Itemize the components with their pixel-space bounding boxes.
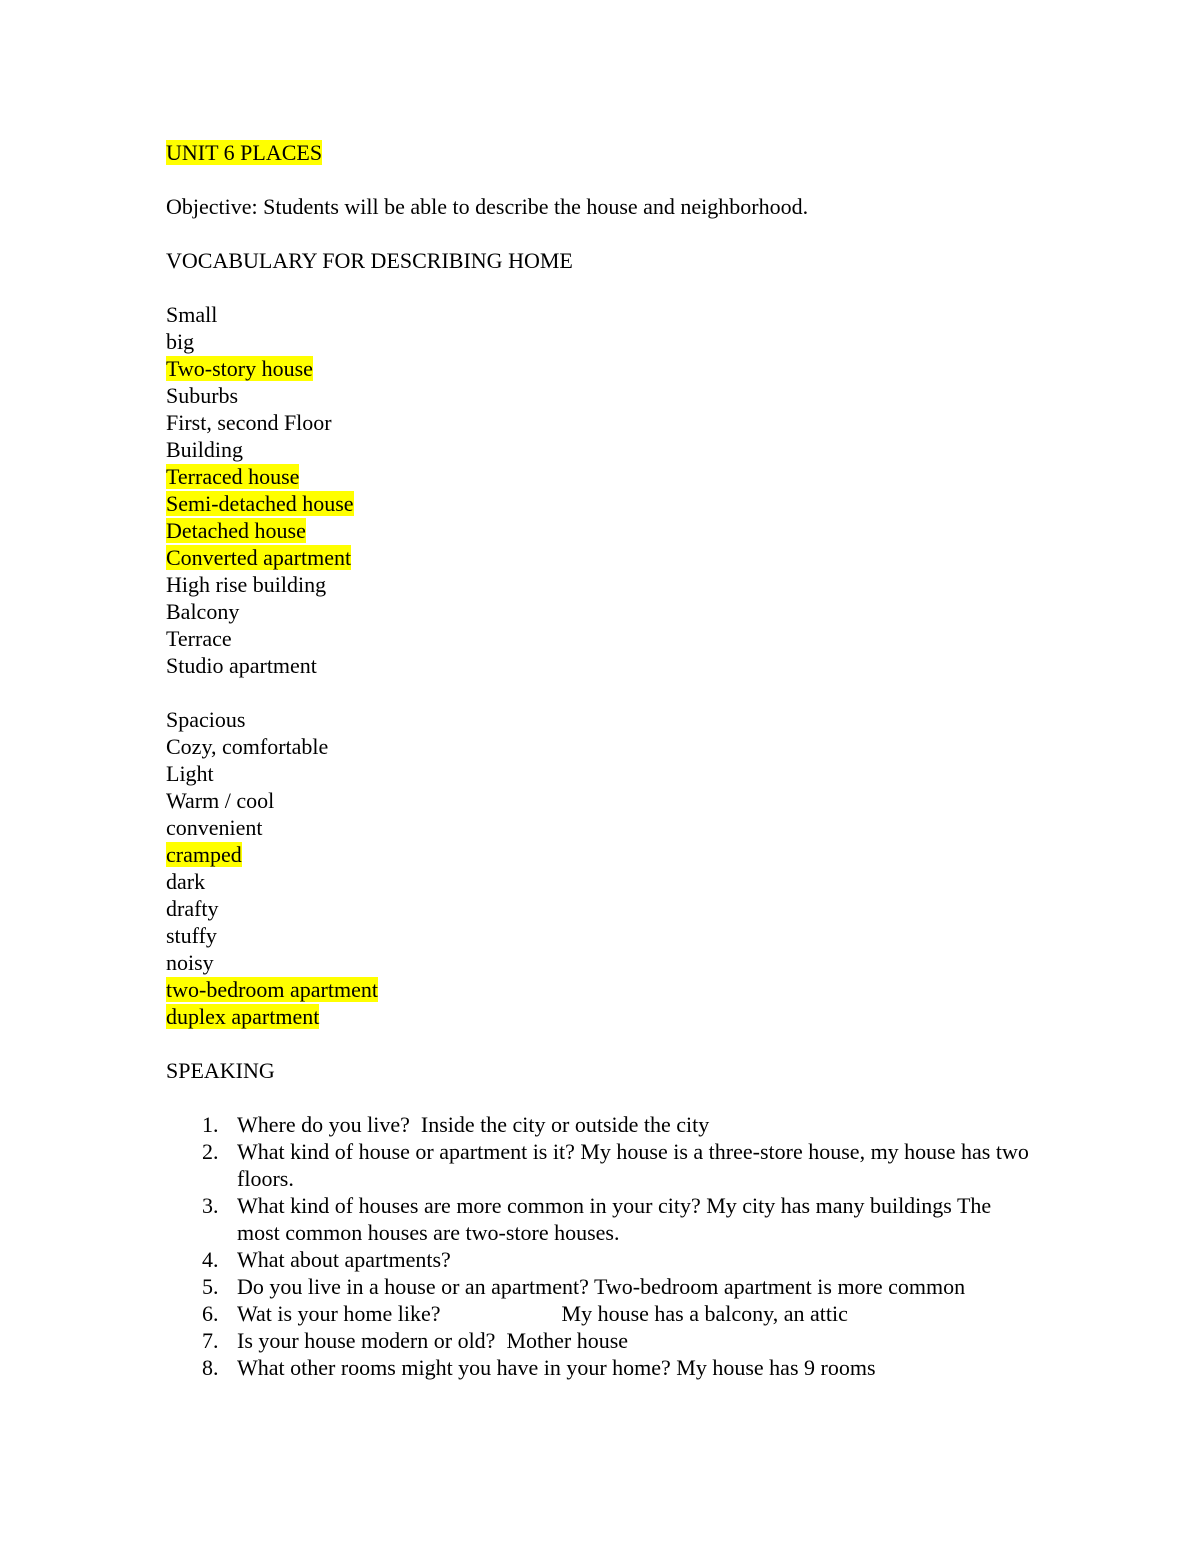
vocabulary-item: [166, 868, 1066, 895]
vocabulary-list-2: [166, 706, 1066, 1030]
vocabulary-word: Studio apartment: [166, 653, 317, 678]
question-number: 2.: [202, 1139, 219, 1164]
question-number: 5.: [202, 1274, 219, 1299]
vocabulary-word: First, second Floor: [166, 410, 332, 435]
vocabulary-word: duplex apartment: [166, 1004, 320, 1029]
question-text: What about apartments?: [237, 1247, 451, 1272]
vocabulary-word: Light: [166, 761, 214, 786]
vocabulary-item: [166, 490, 1066, 517]
speaking-question: [166, 1246, 1066, 1273]
question-number: 4.: [202, 1247, 219, 1272]
vocabulary-item: [166, 625, 1066, 652]
vocabulary-item: [166, 814, 1066, 841]
question-number: 1.: [202, 1112, 219, 1137]
vocabulary-item: [166, 760, 1066, 787]
speaking-question: [166, 1138, 1066, 1192]
vocabulary-word: Small: [166, 302, 218, 327]
speaking-question: [166, 1192, 1066, 1246]
vocabulary-word: big: [166, 329, 195, 354]
vocabulary-item: [166, 544, 1066, 571]
vocabulary-word: Building: [166, 437, 244, 462]
vocabulary-word: noisy: [166, 950, 214, 975]
question-text: Is your house modern or old? Mother house: [237, 1328, 629, 1353]
vocabulary-word: Two-story house: [166, 356, 313, 381]
question-text: Where do you live? Inside the city or outside the city: [237, 1112, 710, 1137]
speaking-heading: SPEAKING: [166, 1058, 275, 1083]
vocabulary-item: [166, 652, 1066, 679]
vocabulary-word: Terraced house: [166, 464, 300, 489]
vocabulary-item: [166, 517, 1066, 544]
question-number: 7.: [202, 1328, 219, 1353]
vocabulary-item: [166, 1003, 1066, 1030]
speaking-question: [166, 1354, 1066, 1381]
question-number: 6.: [202, 1301, 219, 1326]
speaking-question: [166, 1327, 1066, 1354]
vocabulary-list-1: [166, 301, 1066, 679]
vocabulary-item: [166, 328, 1066, 355]
vocabulary-word: Balcony: [166, 599, 240, 624]
vocabulary-item: [166, 382, 1066, 409]
vocabulary-word: Warm / cool: [166, 788, 275, 813]
question-text: Wat is your home like? My house has a balcony, an attic: [237, 1301, 848, 1326]
question-number: 3.: [202, 1193, 219, 1218]
vocabulary-word: two-bedroom apartment: [166, 977, 378, 1002]
unit-title: UNIT 6 PLACES: [166, 140, 323, 165]
vocabulary-word: Semi-detached house: [166, 491, 354, 516]
vocabulary-item: [166, 463, 1066, 490]
vocabulary-item: [166, 598, 1066, 625]
objective-text: Objective: Students will be able to describe the house and neighborhood.: [166, 194, 809, 219]
speaking-question: [166, 1300, 1066, 1327]
vocabulary-item: [166, 922, 1066, 949]
vocabulary-word: convenient: [166, 815, 263, 840]
vocabulary-item: [166, 976, 1066, 1003]
speaking-questions-list: [166, 1111, 1066, 1381]
vocabulary-item: [166, 949, 1066, 976]
speaking-question: [166, 1111, 1066, 1138]
question-text: Do you live in a house or an apartment? Two-bedroom apartment is more common: [237, 1274, 966, 1299]
vocabulary-word: Suburbs: [166, 383, 239, 408]
vocabulary-word: cramped: [166, 842, 242, 867]
vocabulary-item: [166, 571, 1066, 598]
vocabulary-item: [166, 409, 1066, 436]
vocabulary-word: Spacious: [166, 707, 246, 732]
question-text: What kind of house or apartment is it? My house is a three-store house, my house has two floors.: [237, 1139, 1035, 1191]
vocabulary-item: [166, 787, 1066, 814]
vocabulary-item: [166, 436, 1066, 463]
question-number: 8.: [202, 1355, 219, 1380]
vocabulary-item: [166, 895, 1066, 922]
vocabulary-word: dark: [166, 869, 206, 894]
question-text: What kind of houses are more common in your city? My city has many buildings The most common houses are two-store houses.: [237, 1193, 997, 1245]
question-text: What other rooms might you have in your home? My house has 9 rooms: [237, 1355, 876, 1380]
vocabulary-word: Terrace: [166, 626, 232, 651]
unit-title-line: [166, 139, 1066, 166]
vocabulary-item: [166, 706, 1066, 733]
vocabulary-item: [166, 841, 1066, 868]
document-page: [166, 139, 1066, 1381]
vocabulary-item: [166, 355, 1066, 382]
vocabulary-word: Cozy, comfortable: [166, 734, 329, 759]
vocabulary-heading: VOCABULARY FOR DESCRIBING HOME: [166, 248, 573, 273]
speaking-question: [166, 1273, 1066, 1300]
vocabulary-word: drafty: [166, 896, 219, 921]
vocabulary-word: stuffy: [166, 923, 217, 948]
vocabulary-item: [166, 733, 1066, 760]
vocabulary-item: [166, 301, 1066, 328]
vocabulary-word: High rise building: [166, 572, 327, 597]
vocabulary-word: Converted apartment: [166, 545, 352, 570]
vocabulary-word: Detached house: [166, 518, 306, 543]
